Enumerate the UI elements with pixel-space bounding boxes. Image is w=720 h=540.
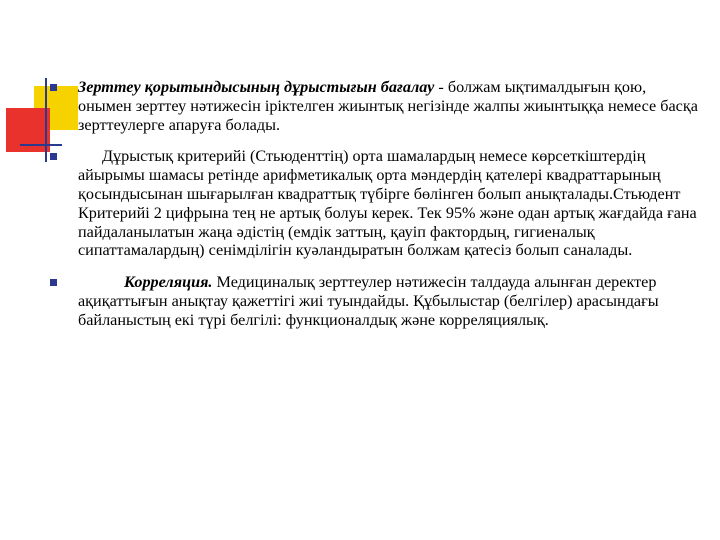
bullet-icon <box>50 84 57 91</box>
paragraph <box>78 78 698 134</box>
list-item <box>48 273 698 329</box>
bullet-icon <box>50 279 57 286</box>
decorative-vertical-line <box>45 78 47 162</box>
item-text: Дұрыстық критерийі (Стьюденттің) орта шамалардың немесе көрсеткіштердің айырымы шамасы ретінде арифметикалық орта мәндердің қателері квадраттарының қосындысынан шығарылған квадраттық түбірге бөлінген болып анықталады.Стьюдент Критерийі 2 цифрына тең не артық болуы керек. Тек 95% және одан артық жағдайда ғана пайдаланылатын жаңа әдістің (емдік заттың, қауіп фактордың, гигиеналық сипаттамалардың) сенімділігін куәландыратын болжам қатесіз болып саналады. <box>78 147 697 260</box>
slide-content <box>48 78 698 330</box>
paragraph <box>78 147 698 260</box>
paragraph <box>78 273 698 329</box>
item-heading: Зерттеу қорытындысының дұрыстығын бағалау <box>78 78 435 96</box>
bullet-icon <box>50 153 57 160</box>
item-heading: Корреляция. <box>124 273 213 292</box>
list-item <box>48 78 698 134</box>
item-text: - болжам ықтималдығын қою, онымен зерттеу нәтижесін іріктелген жиынтық негізінде жалпы жиынтыққа немесе басқа зерттеулерге апаруға болады. <box>78 78 698 134</box>
item-text: Медициналық зерттеулер нәтижесін талдауда алынған деректер ақиқаттығын анықтау қажеттігі жиі туындайды. Құбылыстар (белгілер) арасындағы байланыстың екі түрі белгілі: функционалдық және корреляциялық. <box>78 273 659 329</box>
list-item <box>48 147 698 260</box>
